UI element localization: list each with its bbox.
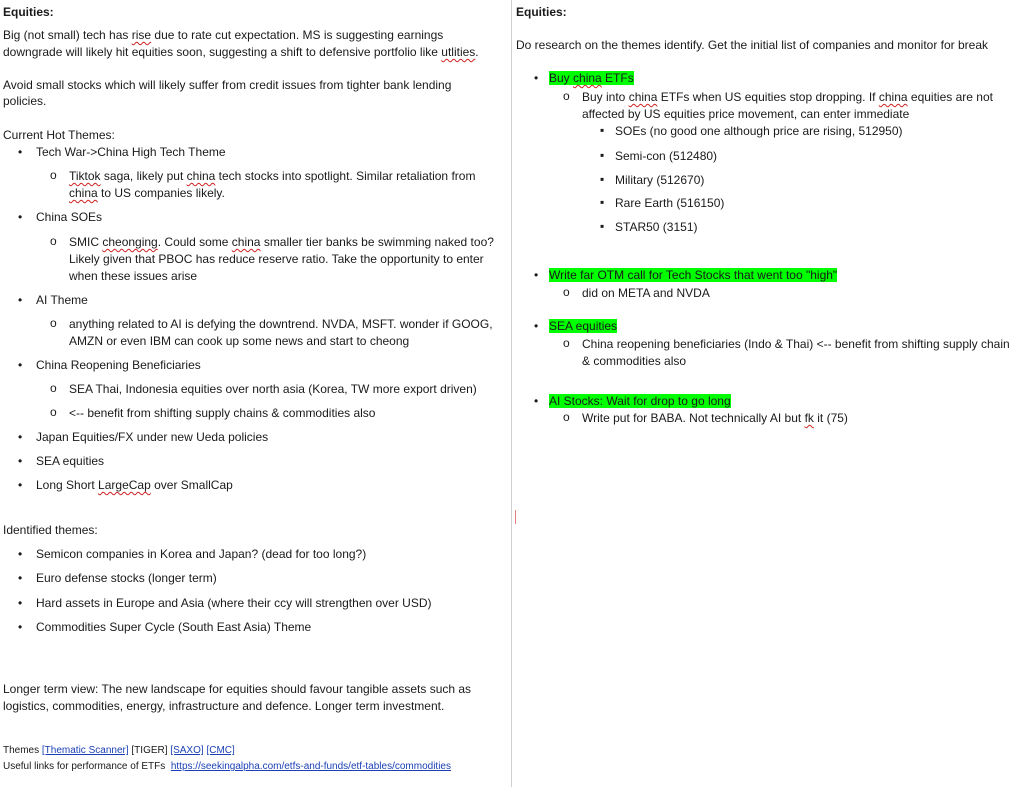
- bullet-icon: •: [534, 268, 539, 282]
- bullet-icon: •: [534, 71, 539, 85]
- left-intro-line1: Big (not small) tech has rise due to rate cut expectation. MS is suggesting earnings: [3, 28, 444, 42]
- item-sea-equities: SEA equities: [549, 319, 618, 333]
- theme-ai-detail-2: AMZN or even IBM can cook up some news and start to cheong: [69, 334, 410, 348]
- bullet-icon: •: [18, 145, 23, 159]
- theme-china-reopening: China Reopening Beneficiaries: [36, 358, 201, 372]
- item-ai-stocks-detail: Write put for BABA. Not technically AI but fk it (75): [582, 411, 848, 425]
- theme-china-soes-detail-1: SMIC cheonging. Could some china smaller tier banks be swimming naked too?: [69, 235, 494, 249]
- bullet-icon: •: [534, 394, 539, 408]
- cmc-link[interactable]: [CMC]: [206, 745, 235, 756]
- sub-bullet-icon: o: [50, 168, 57, 182]
- hot-themes-label: Current Hot Themes:: [3, 128, 115, 142]
- theme-japan: Japan Equities/FX under new Ueda policies: [36, 430, 269, 444]
- sub-bullet-icon: o: [50, 381, 57, 395]
- theme-ai-detail-1: anything related to AI is defying the downtrend. NVDA, MSFT. wonder if GOOG,: [69, 317, 493, 331]
- identified-item: Euro defense stocks (longer term): [36, 571, 217, 585]
- theme-china-soes: China SOEs: [36, 210, 103, 224]
- bullet-icon: •: [18, 358, 23, 372]
- bullet-icon: •: [18, 620, 23, 634]
- item-buy-china-etfs: Buy china ETFs: [549, 71, 634, 85]
- identified-item: Semicon companies in Korea and Japan? (dead for too long?): [36, 547, 367, 561]
- small-bullet-icon: ▪: [600, 123, 605, 137]
- small-bullet-icon: ▪: [600, 148, 605, 162]
- bullet-icon: •: [18, 454, 23, 468]
- theme-tech-war-detail-1: Tiktok saga, likely put china tech stocks into spotlight. Similar retaliation from: [69, 169, 476, 183]
- bullet-icon: •: [18, 571, 23, 585]
- longer-term-line2: logistics, commodities, energy, infrastructure and defence. Longer term investment.: [3, 699, 445, 713]
- useful-links-row: Useful links for performance of ETFs https://seekingalpha.com/etfs-and-funds/etf-tables/commodities: [3, 761, 451, 772]
- text-cursor: [515, 510, 516, 524]
- small-bullet-icon: ▪: [600, 172, 605, 186]
- item-sea-equities-detail-1: China reopening beneficiaries (Indo & Thai) <-- benefit from shifting supply chain: [582, 337, 1010, 351]
- etf-item: STAR50 (3151): [615, 220, 698, 234]
- theme-tech-war: Tech War->China High Tech Theme: [36, 145, 226, 159]
- sub-bullet-icon: o: [563, 285, 570, 299]
- theme-sea: SEA equities: [36, 454, 105, 468]
- right-notes-column[interactable]: [512, 0, 1024, 787]
- small-bullet-icon: ▪: [600, 195, 605, 209]
- right-heading: Equities:: [516, 5, 567, 19]
- left-avoid-line1: Avoid small stocks which will likely suffer from credit issues from tighter bank lending: [3, 78, 452, 92]
- saxo-link[interactable]: [SAXO]: [170, 745, 204, 756]
- theme-ai: AI Theme: [36, 293, 88, 307]
- bullet-icon: •: [18, 293, 23, 307]
- etf-item: Military (512670): [615, 173, 705, 187]
- etf-item: SOEs (no good one although price are rising, 512950): [615, 124, 903, 138]
- left-avoid-line2: policies.: [3, 94, 47, 108]
- theme-long-short: Long Short LargeCap over SmallCap: [36, 478, 233, 492]
- bullet-icon: •: [18, 478, 23, 492]
- identified-themes-label: Identified themes:: [3, 523, 98, 537]
- bullet-icon: •: [18, 547, 23, 561]
- identified-item: Commodities Super Cycle (South East Asia) Theme: [36, 620, 312, 634]
- sub-bullet-icon: o: [50, 234, 57, 248]
- bullet-icon: •: [534, 319, 539, 333]
- item-sea-equities-detail-2: & commodities also: [582, 354, 687, 368]
- left-intro-line2: downgrade will likely hit equities soon, suggesting a shift to defensive portfolio like utlities.: [3, 45, 479, 59]
- item-buy-china-etfs-detail-1: Buy into china ETFs when US equities stop dropping. If china equities are not: [582, 90, 993, 104]
- bullet-icon: •: [18, 210, 23, 224]
- right-intro: Do research on the themes identify. Get the initial list of companies and monitor for break: [516, 38, 989, 52]
- identified-item: Hard assets in Europe and Asia (where their ccy will strengthen over USD): [36, 596, 432, 610]
- sub-bullet-icon: o: [563, 336, 570, 350]
- item-write-otm-call: Write far OTM call for Tech Stocks that went too "high": [549, 268, 838, 282]
- theme-china-soes-detail-2: Likely given that PBOC has reduce reserve ratio. Take the opportunity to enter: [69, 252, 484, 266]
- sub-bullet-icon: o: [50, 316, 57, 330]
- item-ai-stocks: AI Stocks: Wait for drop to go long: [549, 394, 731, 408]
- etf-item: Rare Earth (516150): [615, 196, 725, 210]
- item-write-otm-call-detail: did on META and NVDA: [582, 286, 710, 300]
- left-heading: Equities:: [3, 5, 54, 19]
- thematic-scanner-link[interactable]: [Thematic Scanner]: [41, 745, 129, 756]
- bullet-icon: •: [18, 596, 23, 610]
- sub-bullet-icon: o: [50, 405, 57, 419]
- theme-china-reopening-detail-1: SEA Thai, Indonesia equities over north asia (Korea, TW more export driven): [69, 382, 477, 396]
- etf-item: Semi-con (512480): [615, 149, 718, 163]
- bullet-icon: •: [18, 430, 23, 444]
- sub-bullet-icon: o: [563, 89, 570, 103]
- item-buy-china-etfs-detail-2: affected by US equities price movement, can enter immediate: [582, 107, 910, 121]
- theme-tech-war-detail-2: china to US companies likely.: [69, 186, 225, 200]
- sub-bullet-icon: o: [563, 410, 570, 424]
- theme-china-reopening-detail-2: <-- benefit from shifting supply chains & commodities also: [69, 406, 376, 420]
- themes-links-row: Themes [Thematic Scanner] [TIGER] [SAXO] [CMC]: [3, 745, 235, 756]
- theme-china-soes-detail-3: when these issues arise: [69, 269, 198, 283]
- seekingalpha-link[interactable]: https://seekingalpha.com/etfs-and-funds/etf-tables/commodities: [170, 761, 451, 772]
- small-bullet-icon: ▪: [600, 219, 605, 233]
- longer-term-line1: Longer term view: The new landscape for equities should favour tangible assets such as: [3, 682, 472, 696]
